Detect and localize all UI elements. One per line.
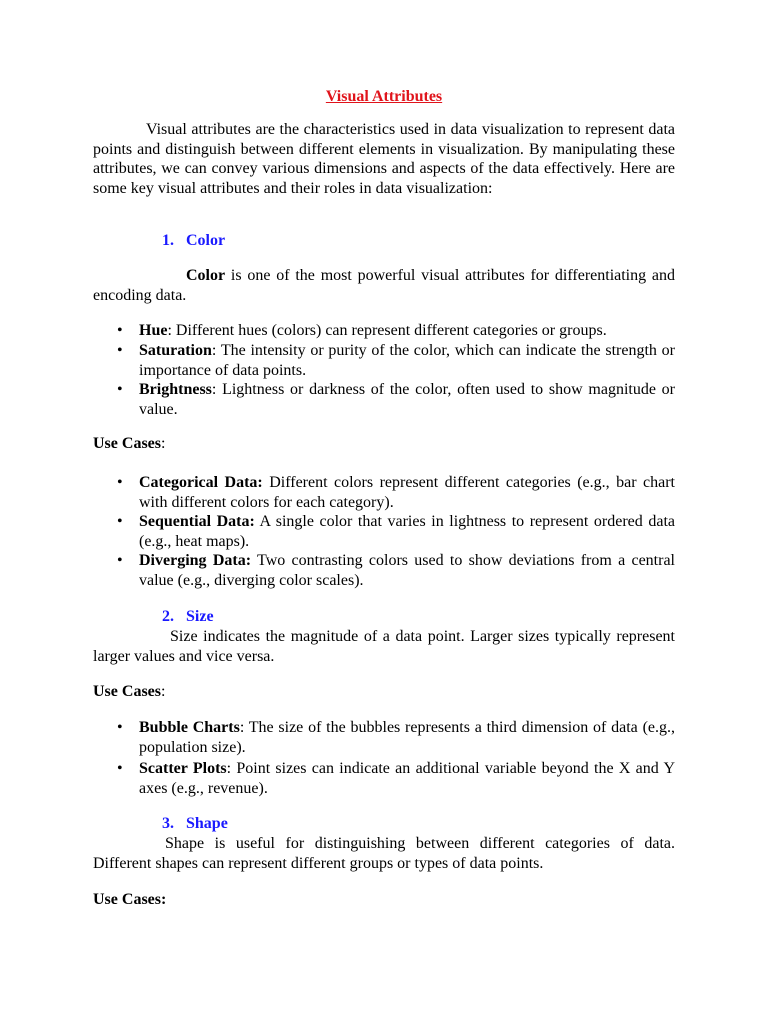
text-bubble-charts: : The size of the bubbles represents a third dimension of data (e.g., population size). (139, 719, 675, 756)
use-cases-colon: : (161, 435, 166, 452)
list-item-diverging-data (139, 551, 675, 590)
use-cases-heading-size (93, 683, 165, 701)
use-cases-heading-shape: Use Cases: (93, 891, 167, 908)
color-description-text: is one of the most powerful visual attributes for differentiating and encoding data. (93, 267, 676, 304)
section-number-shape: 3. (162, 815, 174, 832)
term-scatter-plots: Scatter Plots (139, 760, 227, 777)
document-title: Visual Attributes (325, 88, 443, 105)
term-saturation: Saturation (139, 342, 212, 359)
text-saturation: : The intensity or purity of the color, which can indicate the strength or importance of data points. (139, 342, 675, 379)
term-categorical-data: Categorical Data: (139, 474, 263, 491)
use-cases-label: Use Cases (93, 683, 161, 700)
intro-paragraph: Visual attributes are the characteristics used in data visualization to represent data points and distinguish between different elements in visualization. By manipulating these attributes, we can convey various dimensions and aspects of the data effectively. Here are some key visual attributes and their roles in data visualization: (93, 121, 675, 197)
bullet-icon: • (117, 719, 123, 736)
text-hue: : Different hues (colors) can represent different categories or groups. (167, 322, 607, 339)
text-sequential-data: A single color that varies in lightness to represent ordered data (e.g., heat maps). (139, 513, 675, 550)
section-number-size: 2. (162, 608, 174, 625)
section-heading-size: Size (186, 608, 214, 625)
text-scatter-plots: : Point sizes can indicate an additional variable beyond the X and Y axes (e.g., revenue). (139, 760, 675, 797)
bullet-icon: • (117, 381, 123, 398)
bullet-icon: • (117, 760, 123, 777)
bullet-icon: • (117, 342, 123, 359)
list-item-hue (139, 321, 675, 341)
section-heading-shape: Shape (186, 815, 228, 832)
list-item-bubble-charts (139, 718, 675, 757)
section-number-color: 1. (162, 232, 174, 249)
text-brightness: : Lightness or darkness of the color, often used to show magnitude or value. (139, 381, 675, 418)
text-categorical-data: Different colors represent different categories (e.g., bar chart with different colors for each category). (139, 474, 675, 511)
bullet-icon: • (117, 474, 123, 491)
text-diverging-data: Two contrasting colors used to show deviations from a central value (e.g., diverging color scales). (139, 552, 675, 589)
shape-description: Shape is useful for distinguishing between different categories of data. Different shapes can represent different groups or types of data points. (93, 835, 675, 872)
list-item-categorical-data (139, 473, 675, 512)
list-item-sequential-data (139, 512, 675, 551)
use-cases-heading-color (93, 435, 165, 453)
list-item-saturation (139, 341, 675, 380)
section-heading-color: Color (186, 232, 226, 249)
bullet-icon: • (117, 513, 123, 530)
list-item-brightness (139, 380, 675, 419)
size-description: Size indicates the magnitude of a data point. Larger sizes typically represent larger values and vice versa. (93, 628, 675, 665)
term-diverging-data: Diverging Data: (139, 552, 252, 569)
use-cases-label: Use Cases (93, 435, 161, 452)
list-item-scatter-plots (139, 759, 675, 798)
term-bubble-charts: Bubble Charts (139, 719, 240, 736)
term-sequential-data: Sequential Data: (139, 513, 255, 530)
color-description (93, 266, 675, 305)
bullet-icon: • (117, 552, 123, 569)
term-hue: Hue (139, 322, 168, 339)
term-brightness: Brightness (139, 381, 212, 398)
bullet-icon: • (117, 322, 123, 339)
color-lead-term: Color (186, 267, 226, 284)
use-cases-colon: : (161, 683, 166, 700)
